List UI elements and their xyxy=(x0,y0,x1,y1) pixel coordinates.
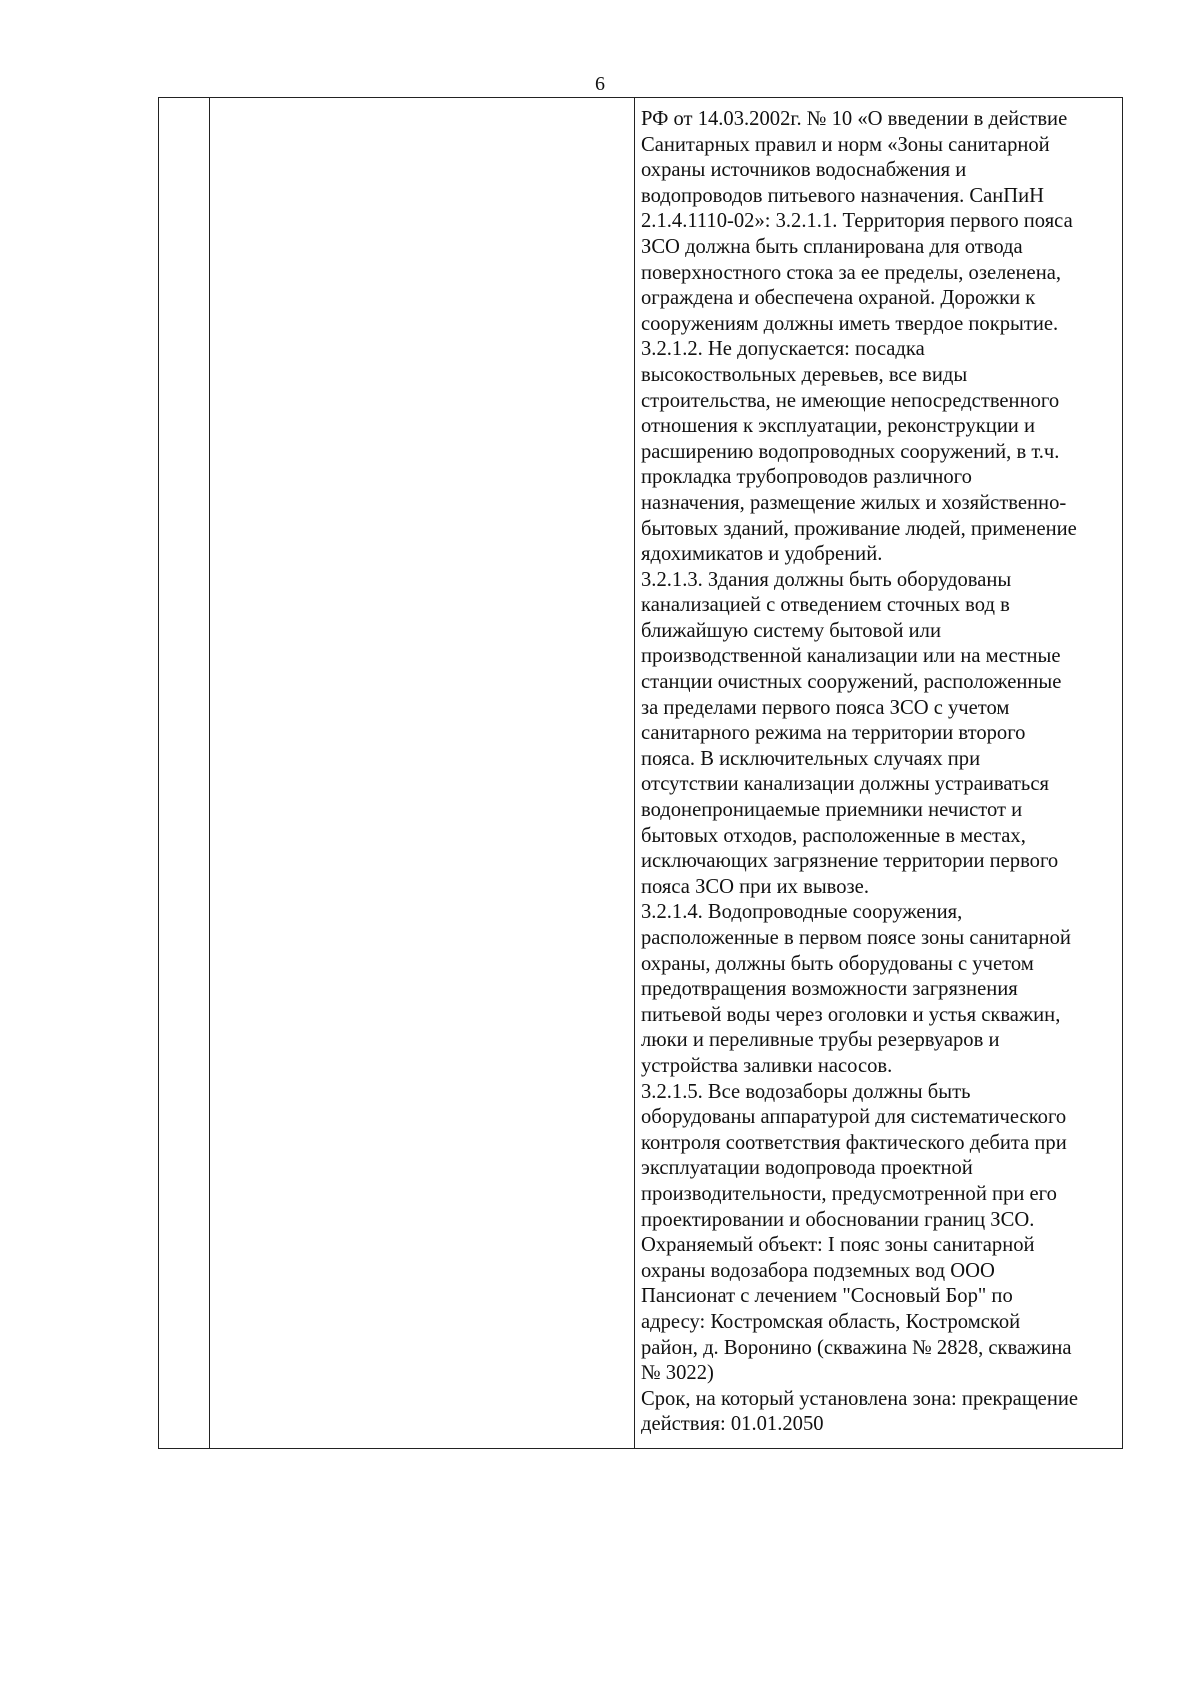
description-line: Пансионат с лечением "Сосновый Бор" по xyxy=(641,1285,1013,1308)
description-line: расширению водопроводных сооружений, в т.ч. xyxy=(641,440,1060,463)
description-line: прокладка трубопроводов различного xyxy=(641,466,972,489)
description-line: 3.2.1.3. Здания должны быть оборудованы xyxy=(641,568,1012,591)
description-line: район, д. Воронино (скважина № 2828, скважина xyxy=(641,1336,1072,1359)
description-line: люки и переливные трубы резервуаров и xyxy=(641,1029,1000,1052)
description-line: производственной канализации или на местные xyxy=(641,645,1061,668)
table-column-name xyxy=(210,98,635,1448)
description-line: ядохимикатов и удобрений. xyxy=(641,543,883,566)
description-line: РФ от 14.03.2002г. № 10 «О введении в действие xyxy=(641,108,1068,130)
description-line: санитарного режима на территории второго xyxy=(641,722,1026,745)
description-line: канализацией с отведением сточных вод в xyxy=(641,594,1010,617)
description-line: ближайшую систему бытовой или xyxy=(641,619,941,642)
description-line: 3.2.1.2. Не допускается: посадка xyxy=(641,338,925,361)
page-number: 6 xyxy=(595,73,605,95)
description-line: водопроводов питьевого назначения. СанПиН xyxy=(641,184,1045,207)
description-line: питьевой воды через оголовки и устья скважин, xyxy=(641,1003,1061,1026)
description-line: эксплуатации водопровода проектной xyxy=(641,1157,973,1180)
description-line: ограждена и обеспечена охраной. Дорожки к xyxy=(641,287,1036,310)
description-line: строительства, не имеющие непосредственного xyxy=(641,389,1060,412)
description-line: отсутствии канализации должны устраиваться xyxy=(641,773,1049,796)
table-column-description xyxy=(635,98,1122,1448)
description-line: оборудованы аппаратурой для систематического xyxy=(641,1106,1067,1129)
description-line: охраны водозабора подземных вод ООО xyxy=(641,1259,995,1282)
description-line: отношения к эксплуатации, реконструкции и xyxy=(641,415,1035,438)
description-line: исключающих загрязнение территории первого xyxy=(641,850,1059,873)
description-line: производительности, предусмотренной при его xyxy=(641,1182,1057,1205)
description-line: 3.2.1.5. Все водозаборы должны быть xyxy=(641,1080,971,1103)
description-line: поверхностного стока за ее пределы, озеленена, xyxy=(641,261,1061,284)
description-line: проектировании и обосновании границ ЗСО. xyxy=(641,1208,1035,1231)
description-line: предотвращения возможности загрязнения xyxy=(641,978,1018,1001)
description-line: бытовых зданий, проживание людей, применение xyxy=(641,517,1077,540)
description-line: 2.1.4.1110-02»: 3.2.1.1. Территория первого пояса xyxy=(641,210,1073,233)
description-line: пояса. В исключительных случаях при xyxy=(641,747,981,770)
description-line: Охраняемый объект: I пояс зоны санитарной xyxy=(641,1234,1035,1257)
description-line: пояса ЗСО при их вывозе. xyxy=(641,875,869,898)
description-line: Санитарных правил и норм «Зоны санитарной xyxy=(641,133,1050,156)
description-line: контроля соответствия фактического дебита при xyxy=(641,1131,1067,1154)
description-line: сооружениям должны иметь твердое покрытие. xyxy=(641,312,1059,335)
description-line: расположенные в первом поясе зоны санитарной xyxy=(641,927,1071,949)
table-column-number xyxy=(159,98,210,1448)
description-line: охраны, должны быть оборудованы с учетом xyxy=(641,952,1034,975)
description-line: бытовых отходов, расположенные в местах, xyxy=(641,824,1026,847)
description-line: № 3022) xyxy=(641,1362,714,1385)
description-line: высокоствольных деревьев, все виды xyxy=(641,363,968,386)
description-line: ЗСО должна быть спланирована для отвода xyxy=(641,235,1023,258)
description-line: назначения, размещение жилых и хозяйственно- xyxy=(641,491,1067,514)
description-line: адресу: Костромская область, Костромской xyxy=(641,1310,1021,1333)
description-line: водонепроницаемые приемники нечистот и xyxy=(641,799,1023,822)
document-table xyxy=(158,97,1123,1449)
description-line: за пределами первого пояса ЗСО с учетом xyxy=(641,696,1010,719)
description-line: устройства заливки насосов. xyxy=(641,1054,893,1077)
description-line: станции очистных сооружений, расположенные xyxy=(641,671,1062,694)
description-line: охраны источников водоснабжения и xyxy=(641,159,967,182)
description-line: Срок, на который установлена зона: прекращение xyxy=(641,1387,1079,1410)
description-line: действия: 01.01.2050 xyxy=(641,1413,824,1436)
description-line: 3.2.1.4. Водопроводные сооружения, xyxy=(641,901,963,924)
